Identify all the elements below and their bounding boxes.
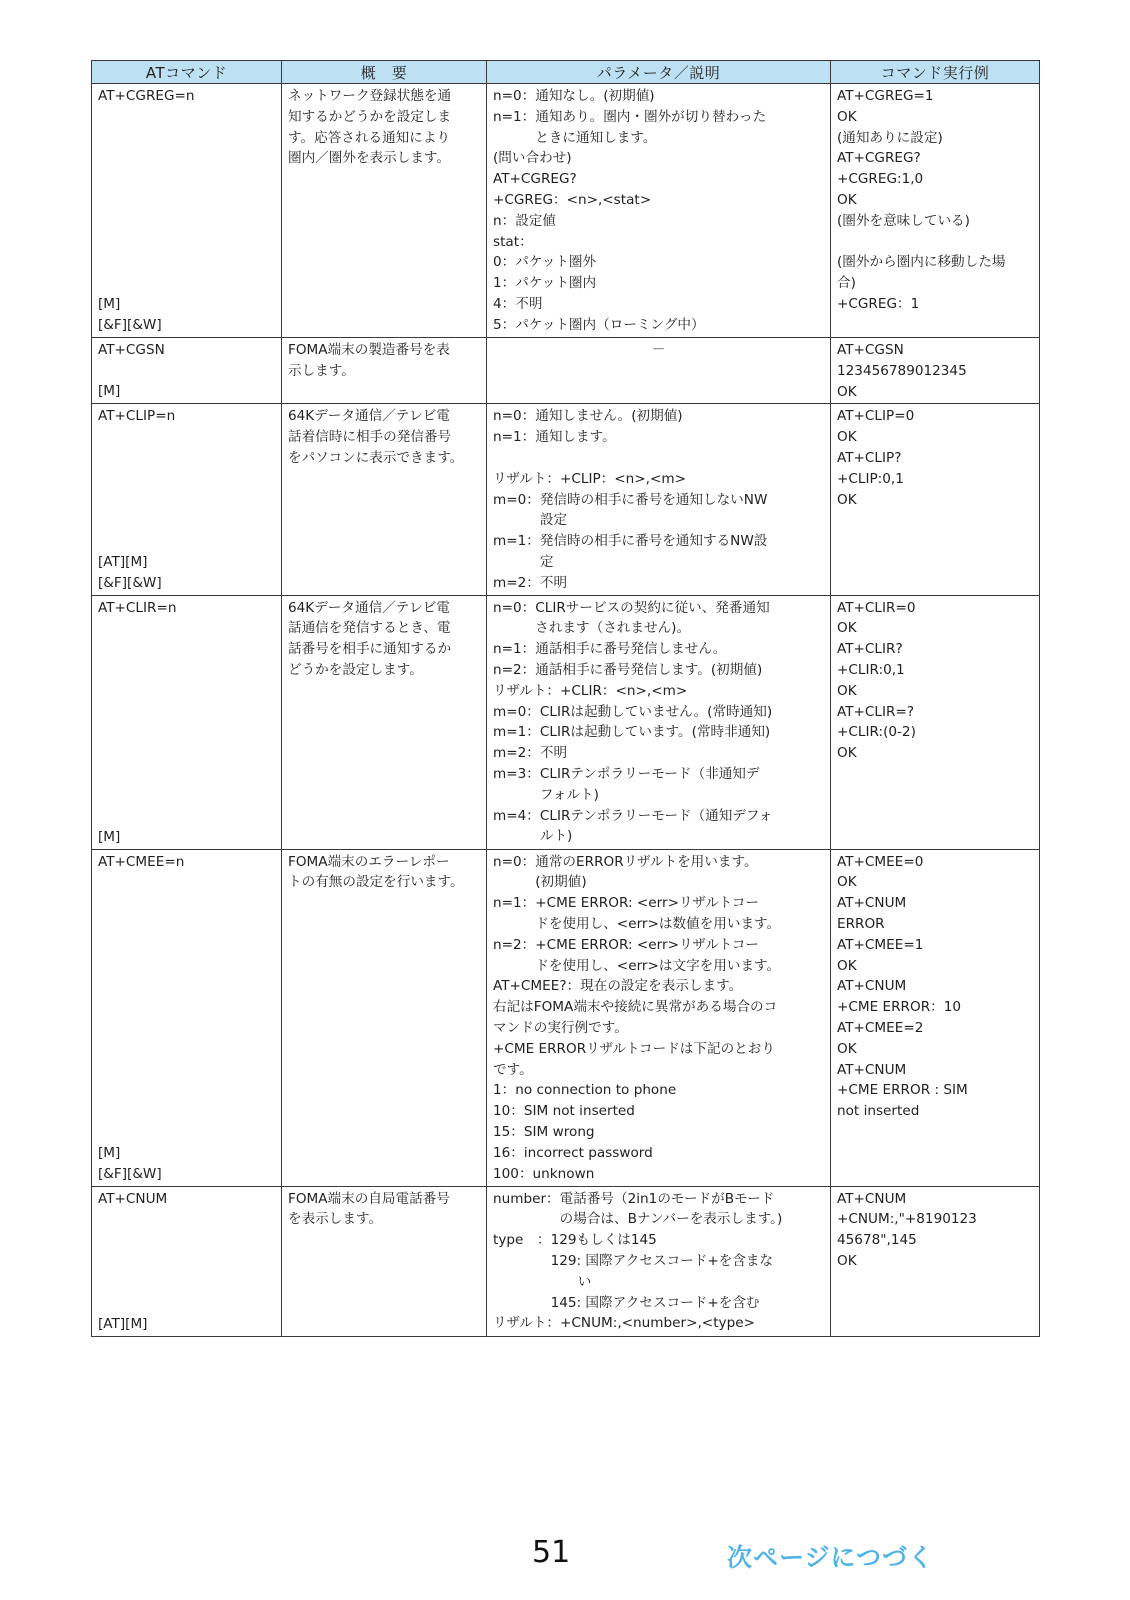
example-line: ERROR	[837, 915, 885, 932]
param-value: リザルト：+CLIP：<n>,<m>	[493, 470, 687, 487]
table-row	[92, 84, 1040, 338]
param-value: +CME ERROR: <err>リザルトコー ドを使用し、<err>は文字を用います。	[535, 936, 781, 974]
params-cell	[487, 404, 831, 595]
example-line: 合)	[837, 275, 856, 292]
summary-line: を表示します。	[288, 1211, 383, 1228]
example-line: +CLIR:(0-2)	[837, 724, 916, 741]
param-item	[493, 406, 824, 427]
param-value: 不明	[539, 574, 568, 591]
params-list	[493, 598, 824, 848]
param-value: n：設定値	[493, 212, 556, 229]
param-value: 5：パケット圏内（ローミング中）	[493, 316, 705, 333]
example-cell	[831, 404, 1040, 595]
param-key: n=2：	[493, 936, 536, 953]
command-cell-content	[98, 86, 275, 336]
example-line: AT+CLIP?	[837, 449, 902, 466]
param-key: m=0：	[493, 491, 540, 508]
table-row	[92, 849, 1040, 1186]
params-none: －	[651, 342, 666, 358]
command-name	[98, 598, 275, 619]
example-line: AT+CLIR=0	[837, 599, 916, 616]
param-value: AT+CGREG?	[493, 171, 577, 188]
param-key: m=4：	[493, 807, 540, 824]
example-line: AT+CMEE=2	[837, 1019, 924, 1036]
command-text: AT+CMEE=n	[98, 853, 185, 870]
example-line: 123456789012345	[837, 362, 967, 379]
param-value: リザルト：+CNUM:,<number>,<type>	[493, 1315, 755, 1332]
header-example: コマンド実行例	[831, 61, 1040, 84]
example-line: AT+CLIR?	[837, 641, 903, 658]
example-line: OK	[837, 682, 857, 699]
command-cell-content	[98, 598, 275, 848]
command-tags	[98, 1314, 275, 1335]
summary-line: 64Kデータ通信／テレビ電	[288, 599, 450, 616]
example-line: AT+CLIR=?	[837, 703, 915, 720]
example-line: +CGREG：1	[837, 295, 920, 312]
command-cell-content	[98, 1189, 275, 1335]
summary-line: 示します。	[288, 362, 355, 379]
summary-line: 知するかどうかを設定しま	[288, 108, 452, 125]
command-tag: [&F][&W]	[98, 574, 162, 591]
param-key: m=0：	[493, 703, 540, 720]
param-item	[493, 681, 824, 702]
command-text: AT+CLIP=n	[98, 408, 176, 425]
example-line: OK	[837, 191, 857, 208]
param-key: n=2：	[493, 661, 536, 678]
example-line: AT+CGREG?	[837, 150, 921, 167]
param-key: n=1：	[493, 108, 536, 125]
param-value: SIM not inserted	[523, 1103, 635, 1120]
command-name	[98, 852, 275, 873]
param-value: 通知あり。圏内・圏外が切り替わった ときに通知します。	[535, 108, 767, 146]
example-line: AT+CMEE=1	[837, 936, 924, 953]
param-item	[493, 1122, 824, 1143]
param-key: n=0：	[493, 853, 536, 870]
example-line: OK	[837, 620, 857, 637]
command-text: AT+CNUM	[98, 1190, 168, 1207]
command-tags	[98, 552, 275, 594]
example-line: AT+CLIP=0	[837, 408, 915, 425]
command-cell	[92, 595, 282, 849]
example-line: 45678",145	[837, 1232, 917, 1249]
params-cell	[487, 1186, 831, 1336]
param-item	[493, 852, 824, 894]
param-item	[493, 148, 824, 169]
example-cell	[831, 338, 1040, 404]
header-command: ATコマンド	[92, 61, 282, 84]
param-item	[493, 639, 824, 660]
command-tag: [M]	[98, 383, 121, 400]
param-item	[493, 1230, 824, 1313]
summary-line: 話着信時に相手の発信番号	[288, 429, 452, 446]
param-value: CLIRは起動していません。(常時通知)	[539, 703, 773, 720]
command-name	[98, 1189, 275, 1210]
param-item	[493, 315, 824, 336]
param-item	[493, 935, 824, 977]
example-line: OK	[837, 108, 857, 125]
param-item	[493, 232, 824, 253]
example-line: +CGREG:1,0	[837, 171, 924, 188]
example-line: +CLIP:0,1	[837, 470, 904, 487]
header-params: パラメータ／説明	[487, 61, 831, 84]
example-cell	[831, 1186, 1040, 1336]
param-key: number：	[493, 1190, 560, 1207]
command-name	[98, 406, 275, 427]
example-line: AT+CGSN	[837, 342, 904, 358]
param-item	[493, 427, 824, 448]
summary-line: す。応答される通知により	[288, 129, 451, 146]
param-item	[493, 1164, 824, 1185]
command-cell-content	[98, 340, 275, 402]
summary-line: 64Kデータ通信／テレビ電	[288, 408, 450, 425]
param-value: 0：パケット圏外	[493, 254, 597, 271]
summary-cell	[282, 84, 487, 338]
param-key: m=2：	[493, 745, 540, 762]
summary-line: どうかを設定します。	[288, 661, 423, 678]
param-item	[493, 1080, 824, 1101]
param-value	[493, 448, 824, 469]
example-line: OK	[837, 491, 857, 508]
example-line: +CME ERROR : SIM	[837, 1082, 968, 1099]
example-line: (圏外から圏内に移動した場	[837, 254, 1006, 271]
command-tags	[98, 381, 275, 402]
param-value: 通話相手に番号発信しません。	[535, 641, 727, 658]
params-list	[493, 1189, 824, 1335]
param-value: CLIRテンポラリーモード（通知デフォ ルト)	[539, 807, 773, 845]
example-line: +CLIR:0,1	[837, 661, 905, 678]
param-item	[493, 722, 824, 743]
param-item	[493, 448, 824, 469]
params-cell	[487, 338, 831, 404]
params-list	[493, 852, 824, 1185]
param-value: 電話番号（2in1のモードがBモード の場合は、Bナンバーを表示します。)	[559, 1190, 783, 1228]
example-line: OK	[837, 429, 857, 446]
param-value: no connection to phone	[515, 1082, 677, 1099]
command-cell	[92, 338, 282, 404]
param-key: n=1：	[493, 641, 536, 658]
param-item	[493, 893, 824, 935]
command-tag: [M]	[98, 828, 121, 845]
summary-line: トの有無の設定を行います。	[288, 874, 464, 891]
param-value: 通知なし。(初期値)	[535, 88, 655, 104]
example-line: AT+CNUM	[837, 1190, 907, 1207]
param-item	[493, 86, 824, 107]
command-tag: [AT][M]	[98, 553, 148, 570]
summary-line: FOMA端末の自局電話番号	[288, 1190, 450, 1207]
param-value: SIM wrong	[523, 1123, 595, 1140]
param-item	[493, 252, 824, 273]
page-number: 51	[532, 1535, 571, 1570]
command-text: AT+CGREG=n	[98, 88, 195, 104]
example-line: (通知ありに設定)	[837, 129, 943, 146]
summary-line: FOMA端末の製造番号を表	[288, 342, 450, 358]
params-cell	[487, 84, 831, 338]
param-item	[493, 806, 824, 848]
param-item	[493, 764, 824, 806]
param-item	[493, 211, 824, 232]
example-line: AT+CNUM	[837, 1061, 907, 1078]
example-line: AT+CGREG=1	[837, 88, 934, 104]
param-value: stat：	[493, 233, 533, 250]
param-item	[493, 273, 824, 294]
param-value: 右記はFOMA端末や接続に異常がある場合のコ マンドの実行例です。	[493, 999, 778, 1036]
example-line: (圏外を意味している)	[837, 212, 970, 229]
example-line: AT+CNUM	[837, 978, 907, 995]
command-text: AT+CLIR=n	[98, 599, 177, 616]
param-value: 通知しません。(初期値)	[535, 408, 683, 425]
param-value: 1：パケット圏内	[493, 275, 597, 292]
param-value: +CGREG：<n>,<stat>	[493, 191, 652, 208]
example-line	[837, 232, 1033, 253]
command-tag: [&F][&W]	[98, 1165, 162, 1182]
command-cell	[92, 404, 282, 595]
param-item	[493, 660, 824, 681]
param-value: incorrect password	[523, 1144, 653, 1161]
param-key: 1：	[493, 1082, 516, 1099]
param-value: 発信時の相手に番号を通知しないNW 設定	[539, 491, 768, 529]
param-key: n=1：	[493, 895, 536, 912]
command-cell-content	[98, 406, 275, 593]
param-value: 通知します。	[535, 429, 616, 446]
param-key: 15：	[493, 1123, 524, 1140]
param-item	[493, 190, 824, 211]
param-value: 4：不明	[493, 295, 543, 312]
command-cell	[92, 849, 282, 1186]
command-tag: [M]	[98, 1144, 121, 1161]
example-line: OK	[837, 383, 857, 400]
param-value: 不明	[539, 745, 568, 762]
param-item	[493, 169, 824, 190]
summary-line: ネットワーク登録状態を通	[288, 88, 452, 104]
params-cell	[487, 849, 831, 1186]
command-text: AT+CGSN	[98, 342, 165, 358]
table-row	[92, 1186, 1040, 1336]
param-item	[493, 573, 824, 594]
command-name	[98, 86, 275, 107]
param-item	[493, 1189, 824, 1231]
param-key: n=0：	[493, 599, 536, 616]
example-line: OK	[837, 1252, 857, 1269]
params-cell	[487, 595, 831, 849]
example-line: AT+CNUM	[837, 895, 907, 912]
summary-line: 圏内／圏外を表示します。	[288, 150, 451, 167]
example-cell	[831, 84, 1040, 338]
summary-line: FOMA端末のエラーレポー	[288, 853, 450, 870]
param-item	[493, 294, 824, 315]
param-item	[493, 1143, 824, 1164]
summary-line: をパソコンに表示できます。	[288, 449, 464, 466]
params-list	[493, 86, 824, 336]
command-tags	[98, 294, 275, 336]
example-cell	[831, 849, 1040, 1186]
table-header-row	[92, 61, 1040, 84]
param-value: (問い合わせ)	[493, 150, 572, 167]
example-cell	[831, 595, 1040, 849]
example-line: +CNUM:,"+8190123	[837, 1211, 977, 1228]
param-value: +CME ERROR: <err>リザルトコー ドを使用し、<err>は数値を用います。	[535, 895, 781, 932]
command-tag: [M]	[98, 296, 121, 313]
command-name	[98, 340, 275, 361]
param-value: +CME ERRORリザルトコードは下記のとおり です。	[493, 1040, 775, 1078]
summary-cell	[282, 404, 487, 595]
param-item	[493, 490, 824, 532]
param-item	[493, 107, 824, 149]
param-item	[493, 531, 824, 573]
summary-cell	[282, 595, 487, 849]
param-value: unknown	[532, 1165, 595, 1182]
param-item	[493, 702, 824, 723]
summary-line: 話通信を発信するとき、電	[288, 620, 451, 637]
command-cell	[92, 84, 282, 338]
param-key: n=0：	[493, 408, 536, 425]
param-value: 129もしくは145 129: 国際アクセスコード+を含まな い 145: 国際アクセスコード+を含む	[550, 1232, 774, 1311]
param-item	[493, 976, 824, 997]
param-item	[493, 997, 824, 1039]
param-key: 16：	[493, 1144, 524, 1161]
param-item	[493, 598, 824, 640]
param-value: CLIRは起動しています。(常時非通知)	[539, 724, 771, 741]
command-tag: [AT][M]	[98, 1315, 148, 1332]
param-item	[493, 743, 824, 764]
table-row	[92, 595, 1040, 849]
param-key: n=1：	[493, 429, 536, 446]
summary-line: 話番号を相手に通知するか	[288, 641, 452, 658]
param-item	[493, 469, 824, 490]
example-line: AT+CMEE=0	[837, 853, 924, 870]
summary-cell	[282, 1186, 487, 1336]
param-value: AT+CMEE?：現在の設定を表示します。	[493, 978, 743, 995]
param-key: m=1：	[493, 533, 540, 550]
param-value: CLIRサービスの契約に従い、発番通知 されます（されません)。	[535, 599, 770, 637]
param-key: m=3：	[493, 765, 540, 782]
summary-cell	[282, 338, 487, 404]
example-line: OK	[837, 1040, 857, 1057]
summary-cell	[282, 849, 487, 1186]
example-line: OK	[837, 745, 857, 762]
params-list	[493, 406, 824, 593]
at-command-table	[91, 60, 1040, 1337]
param-value: 発信時の相手に番号を通知するNW設 定	[539, 533, 768, 570]
continue-next-page-label: 次ページにつづく	[727, 1543, 935, 1572]
param-value: 通常のERRORリザルトを用います。 (初期値)	[535, 853, 758, 891]
param-item	[493, 1039, 824, 1081]
example-line: OK	[837, 957, 857, 974]
param-item	[493, 1313, 824, 1334]
header-summary: 概 要	[282, 61, 487, 84]
param-value: CLIRテンポラリーモード（非通知デ フォルト)	[539, 765, 760, 803]
param-key: type ：	[493, 1232, 551, 1249]
param-key: m=2：	[493, 574, 540, 591]
param-key: m=1：	[493, 724, 540, 741]
command-cell-content	[98, 852, 275, 1185]
table-row	[92, 404, 1040, 595]
command-cell	[92, 1186, 282, 1336]
table-row	[92, 338, 1040, 404]
command-tags	[98, 827, 275, 848]
command-tags	[98, 1143, 275, 1185]
example-line: +CME ERROR：10	[837, 999, 962, 1016]
param-value: リザルト：+CLIR：<n>,<m>	[493, 682, 688, 699]
example-line: not inserted	[837, 1103, 920, 1120]
param-item	[493, 1101, 824, 1122]
param-key: n=0：	[493, 88, 536, 104]
command-tag: [&F][&W]	[98, 317, 162, 334]
param-key: 100：	[493, 1165, 533, 1182]
example-line: OK	[837, 874, 857, 891]
param-value: 通話相手に番号発信します。(初期値)	[535, 661, 763, 678]
param-key: 10：	[493, 1103, 524, 1120]
